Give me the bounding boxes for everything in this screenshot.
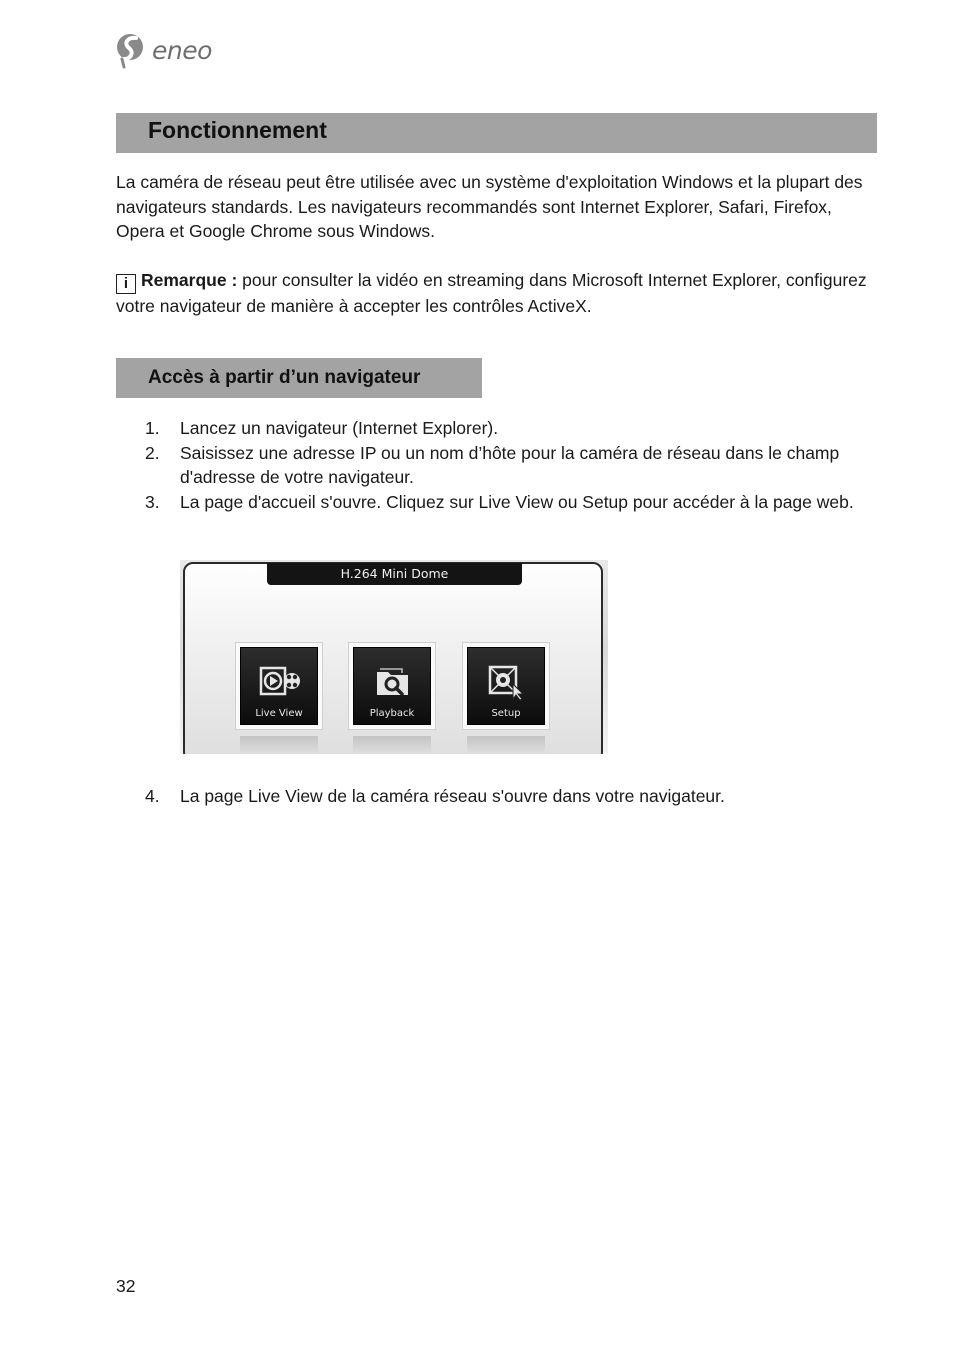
playback-tile[interactable] xyxy=(353,647,431,725)
step-text: Lancez un navigateur (Internet Explorer). xyxy=(180,418,499,438)
info-icon: i xyxy=(116,274,136,294)
step-text: La page d'accueil s'ouvre. Cliquez sur Live View ou Setup pour accéder à la page web. xyxy=(180,491,854,512)
playback-label: Playback xyxy=(369,708,415,719)
list-item xyxy=(145,784,875,809)
camera-web-ui-screenshot xyxy=(180,560,608,754)
step-text: La page Live View de la caméra réseau s'ouvre dans votre navigateur. xyxy=(180,786,725,806)
page-number: 32 xyxy=(116,1276,136,1296)
section-heading: Fonctionnement xyxy=(148,117,327,143)
live-view-tile[interactable] xyxy=(240,647,318,725)
note-paragraph xyxy=(116,268,876,319)
setup-button[interactable] xyxy=(462,642,550,730)
device-title-bar: H.264 Mini Dome xyxy=(267,563,522,585)
live-view-label: Live View xyxy=(255,708,303,719)
note-label: Remarque : xyxy=(141,270,238,290)
eneo-logo xyxy=(114,30,212,70)
tile-reflection xyxy=(240,736,318,754)
step-number: 3. xyxy=(145,491,160,512)
list-item xyxy=(145,416,875,441)
tile-reflection xyxy=(467,736,545,754)
list-item xyxy=(145,490,875,515)
tile-reflection xyxy=(353,736,431,754)
step-text: Saisissez une adresse IP ou un nom d’hôte pour la caméra de réseau dans le champ d'adresse de votre navigateur. xyxy=(180,442,840,487)
live-view-icon xyxy=(259,664,301,700)
note-text: pour consulter la vidéo en streaming dans Microsoft Internet Explorer, configurez votre navigateur de manière à accepter les contrôles ActiveX. xyxy=(116,270,867,316)
list-item xyxy=(145,441,875,490)
setup-tile[interactable] xyxy=(467,647,545,725)
intro-paragraph: La caméra de réseau peut être utilisée avec un système d'exploitation Windows et la plupart des navigateurs standards. Les navigateurs recommandés sont Internet Explorer, Safari, Firefox, Opera et Google Chrome sous Windows. xyxy=(116,172,863,241)
step-number: 1. xyxy=(145,418,160,438)
step-number: 2. xyxy=(145,442,160,463)
setup-label: Setup xyxy=(491,708,521,719)
playback-icon xyxy=(372,664,414,700)
setup-icon xyxy=(486,664,528,700)
steps-list xyxy=(145,416,875,514)
live-view-button[interactable] xyxy=(235,642,323,730)
eneo-logo-icon xyxy=(114,31,148,69)
playback-button[interactable] xyxy=(348,642,436,730)
subsection-heading-bar xyxy=(116,358,482,398)
eneo-logo-text: eneo xyxy=(152,35,212,65)
step-number: 4. xyxy=(145,786,160,806)
subsection-heading: Accès à partir d’un navigateur xyxy=(148,367,421,388)
section-heading-bar xyxy=(116,113,877,153)
